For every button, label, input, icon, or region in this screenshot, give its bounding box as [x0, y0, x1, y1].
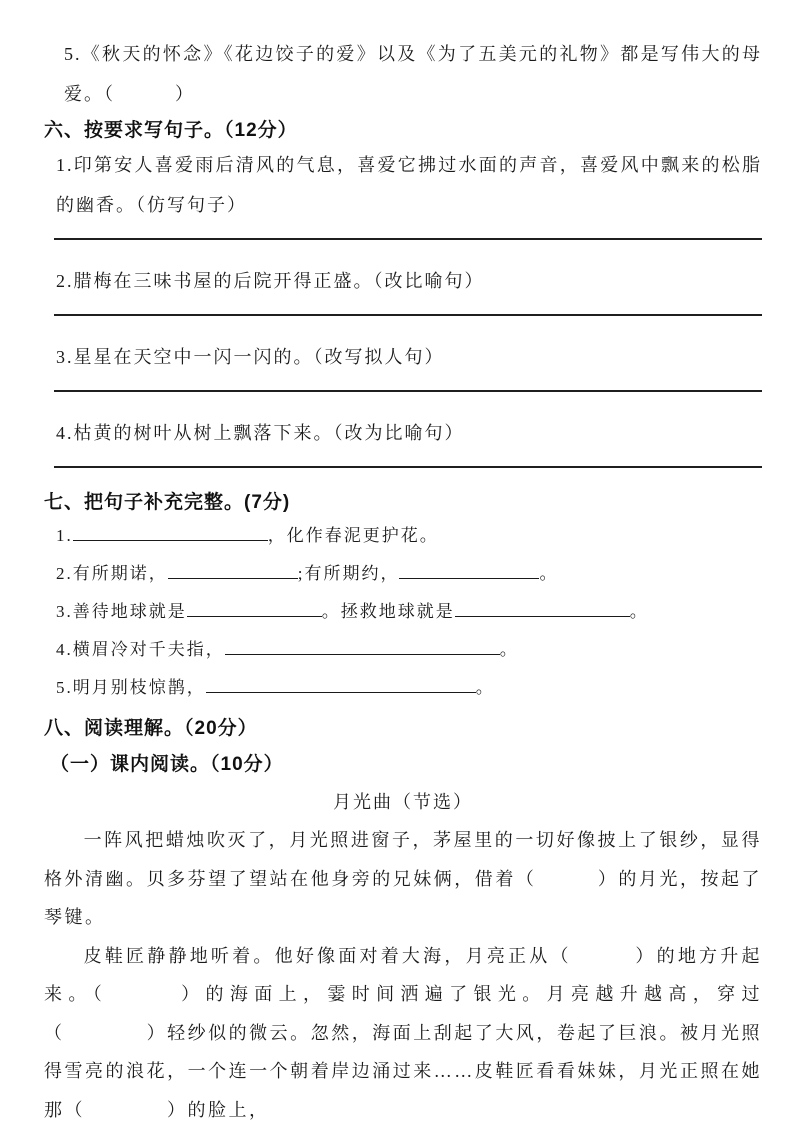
- item1-after: ，化作春泥更护花。: [268, 526, 439, 545]
- fill-blank-4[interactable]: [225, 640, 500, 655]
- section7-item-2: [56, 555, 762, 593]
- question-judge-5: [64, 34, 762, 114]
- item2-mid: ;有所期约，: [298, 564, 400, 583]
- answer-line-3[interactable]: [54, 390, 762, 392]
- fill-blank-2a[interactable]: [168, 564, 298, 579]
- item5-post: 。: [476, 678, 495, 697]
- answer-line-2[interactable]: [54, 314, 762, 316]
- fill-blank-1[interactable]: [73, 526, 268, 541]
- section7-item-5: [56, 669, 762, 707]
- item3-pre: 3.善待地球就是: [56, 602, 187, 621]
- item4-post: 。: [500, 640, 519, 659]
- fill-blank-3a[interactable]: [187, 602, 322, 617]
- section6-question-4: 4.枯黄的树叶从树上飘落下来。（改为比喻句）: [56, 413, 762, 453]
- item3-post: 。: [630, 602, 649, 621]
- item1-pre: 1.: [56, 526, 73, 545]
- section6-header: 六、按要求写句子。（12分）: [44, 117, 762, 145]
- passage-paragraph-2: 皮鞋匠静静地听着。他好像面对着大海，月亮正从（ ）的地方升起来。（ ）的海面上，霎时间洒遍了银光。月亮越升越高，穿过（ ）轻纱似的微云。忽然，海面上刮起了大风，卷起了巨浪。被月光照得雪亮的浪花，一个连一个朝着岸边涌过来……皮鞋匠看看妹妹，月光正照在她那（ ）的脸上，: [44, 937, 762, 1129]
- section6-question-2: 2.腊梅在三味书屋的后院开得正盛。（改比喻句）: [56, 261, 762, 301]
- section6-question-1: 1.印第安人喜爱雨后清风的气息，喜爱它拂过水面的声音，喜爱风中飘来的松脂的幽香。（仿写句子）: [56, 145, 762, 225]
- item3-mid: 。拯救地球就是: [322, 602, 455, 621]
- fill-blank-2b[interactable]: [399, 564, 539, 579]
- item2-post: 。: [539, 564, 558, 583]
- section7-item-4: [56, 631, 762, 669]
- section7-item-1: [56, 517, 762, 555]
- question-judge-5-text: 5.《秋天的怀念》《花边饺子的爱》以及《为了五美元的礼物》都是写伟大的母爱。（ ）: [64, 44, 762, 104]
- answer-line-1[interactable]: [54, 238, 762, 240]
- item4-pre: 4.横眉冷对千夫指，: [56, 640, 225, 659]
- item2-pre: 2.有所期诺，: [56, 564, 168, 583]
- item5-pre: 5.明月别枝惊鹊，: [56, 678, 206, 697]
- section8-subheader: （一）课内阅读。（10分）: [50, 751, 762, 779]
- passage-title: 月光曲（节选）: [44, 787, 762, 817]
- section6-question-3: 3.星星在天空中一闪一闪的。（改写拟人句）: [56, 337, 762, 377]
- fill-blank-3b[interactable]: [455, 602, 630, 617]
- section8-header: 八、阅读理解。（20分）: [44, 715, 762, 743]
- answer-line-4[interactable]: [54, 466, 762, 468]
- section7-header: 七、把句子补充完整。(7分): [44, 489, 762, 517]
- fill-blank-5[interactable]: [206, 678, 476, 693]
- passage-paragraph-1: 一阵风把蜡烛吹灭了，月光照进窗子，茅屋里的一切好像披上了银纱，显得格外清幽。贝多芬望了望站在他身旁的兄妹俩，借着（ ）的月光，按起了琴键。: [44, 821, 762, 937]
- section7-item-3: [56, 593, 762, 631]
